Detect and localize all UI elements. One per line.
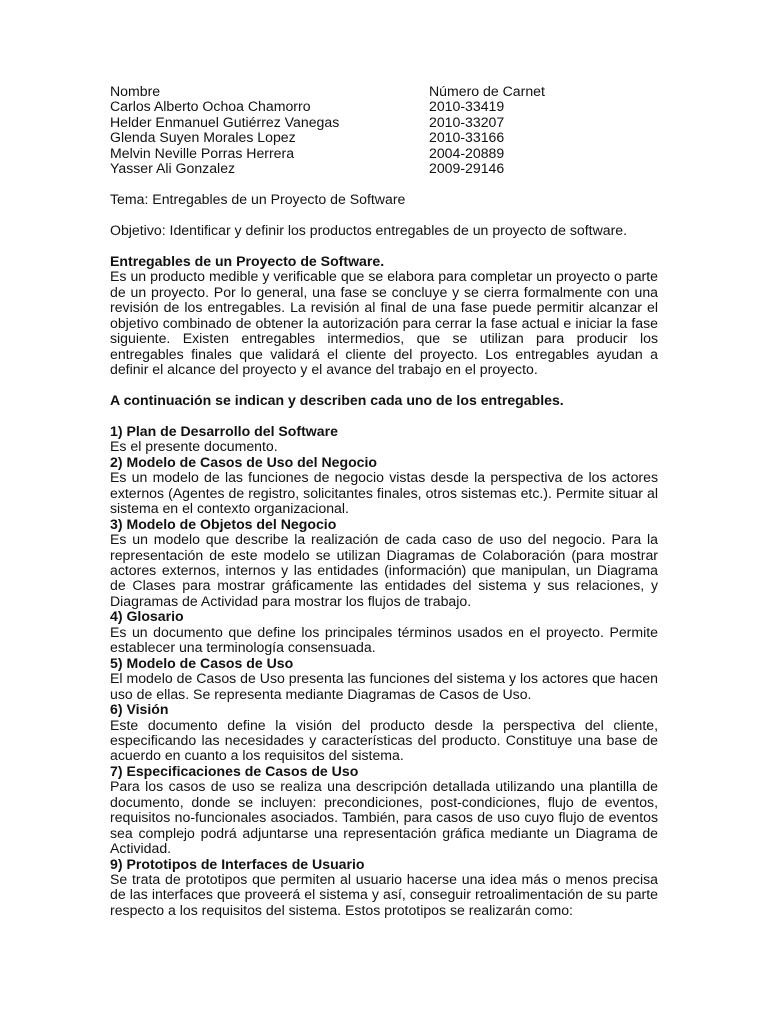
- member-carnet: 2010-33207: [429, 113, 505, 130]
- member-name: Carlos Alberto Ochoa Chamorro: [110, 98, 311, 115]
- team-member-row: [110, 146, 658, 161]
- team-member-row: [110, 115, 658, 130]
- section-text: Es un modelo que describe la realización de cada caso de uso del negocio. Para la representación de este modelo se utilizan Diagramas de Colaboración (para mostrar actores externos, internos y las entidades (información) que manipulan, un Diagrama de Clases para mostrar gráficamente las entidades del sistema y sus relaciones, y Diagramas de Actividad para mostrar los flujos de trabajo.: [110, 531, 658, 609]
- section-title: 1) Plan de Desarrollo del Software: [110, 422, 338, 439]
- section-text: Para los casos de uso se realiza una descripción detallada utilizando una plantilla de documento, donde se incluyen: precondiciones, post-condiciones, flujo de eventos, requisitos no-funcionales asociados. También, para casos de uso cuyo flujo de eventos sea complejo podrá adjuntarse una representación gráfica mediante un Diagrama de Actividad.: [110, 778, 658, 857]
- member-carnet: 2004-20889: [429, 144, 505, 161]
- member-name: Yasser Ali Gonzalez: [110, 160, 236, 177]
- section-plan-desarrollo: [110, 424, 658, 455]
- section-text: Es un modelo de las funciones de negocio vistas desde la perspectiva de los actores externos (Agentes de registro, solicitantes finales, otros sistemas etc.). Permite situar al sistema en el contexto organizacional.: [110, 469, 658, 517]
- section-title: 6) Visión: [110, 701, 169, 718]
- section-text: Es el presente documento.: [110, 438, 278, 455]
- section-especificaciones: [110, 764, 658, 857]
- section-glosario: [110, 609, 658, 655]
- team-header-row: [110, 84, 658, 99]
- member-name: Glenda Suyen Morales Lopez: [110, 129, 296, 146]
- member-carnet: 2010-33166: [429, 129, 505, 146]
- tema-line: Tema: Entregables de un Proyecto de Software: [110, 191, 406, 208]
- team-member-row: [110, 99, 658, 114]
- team-header-carnet: Número de Carnet: [429, 83, 545, 99]
- team-table: [110, 84, 658, 177]
- member-name: Melvin Neville Porras Herrera: [110, 144, 295, 161]
- section-casos-uso-negocio: [110, 455, 658, 517]
- section-title: 3) Modelo de Objetos del Negocio: [110, 515, 337, 532]
- section-vision: [110, 702, 658, 764]
- section-title: 5) Modelo de Casos de Uso: [110, 654, 294, 671]
- intro-heading: Entregables de un Proyecto de Software.: [110, 252, 385, 269]
- list-intro: A continuación se indican y describen cada uno de los entregables.: [110, 392, 564, 408]
- member-carnet: 2010-33419: [429, 98, 505, 115]
- team-header-name: Nombre: [110, 83, 161, 99]
- member-name: Helder Enmanuel Gutiérrez Vanegas: [110, 113, 340, 130]
- section-casos-uso: [110, 656, 658, 702]
- team-member-row: [110, 130, 658, 145]
- section-title: 2) Modelo de Casos de Uso del Negocio: [110, 453, 378, 470]
- section-prototipos: [110, 857, 658, 919]
- section-title: 4) Glosario: [110, 608, 184, 625]
- section-title: 7) Especificaciones de Casos de Uso: [110, 762, 359, 779]
- team-member-row: [110, 161, 658, 176]
- section-text: Este documento define la visión del producto desde la perspectiva del cliente, especificando las necesidades y características del producto. Constituye una base de acuerdo en cuanto a los requisitos del sistema.: [110, 716, 658, 764]
- intro-paragraph: Es un producto medible y verificable que se elabora para completar un proyecto o parte de un proyecto. Por lo general, una fase se concluye y se cierra formalmente con una revisión de los entregables. La revisión al final de una fase puede permitir alcanzar el objetivo combinado de obtener la autorización para cerrar la fase actual e iniciar la fase siguiente. Existen entregables intermedios, que se utilizan para producir los entregables finales que validará el cliente del proyecto. Los entregables ayudan a definir el alcance del proyecto y el avance del trabajo en el proyecto.: [110, 268, 658, 378]
- section-text: Es un documento que define los principales términos usados en el proyecto. Permite establecer una terminología consensuada.: [110, 623, 658, 656]
- member-carnet: 2009-29146: [429, 160, 505, 177]
- document-body: [110, 84, 658, 918]
- section-objetos-negocio: [110, 517, 658, 610]
- objetivo-line: Objetivo: Identificar y definir los productos entregables de un proyecto de software.: [110, 222, 628, 239]
- section-text: Se trata de prototipos que permiten al usuario hacerse una idea más o menos precisa de las interfaces que proveerá el sistema y así, conseguir retroalimentación de su parte respecto a los requisitos del sistema. Estos prototipos se realizarán como:: [110, 871, 658, 918]
- section-title: 9) Prototipos de Interfaces de Usuario: [110, 855, 365, 872]
- section-text: El modelo de Casos de Uso presenta las funciones del sistema y los actores que hacen uso de ellas. Se representa mediante Diagramas de Casos de Uso.: [110, 670, 658, 702]
